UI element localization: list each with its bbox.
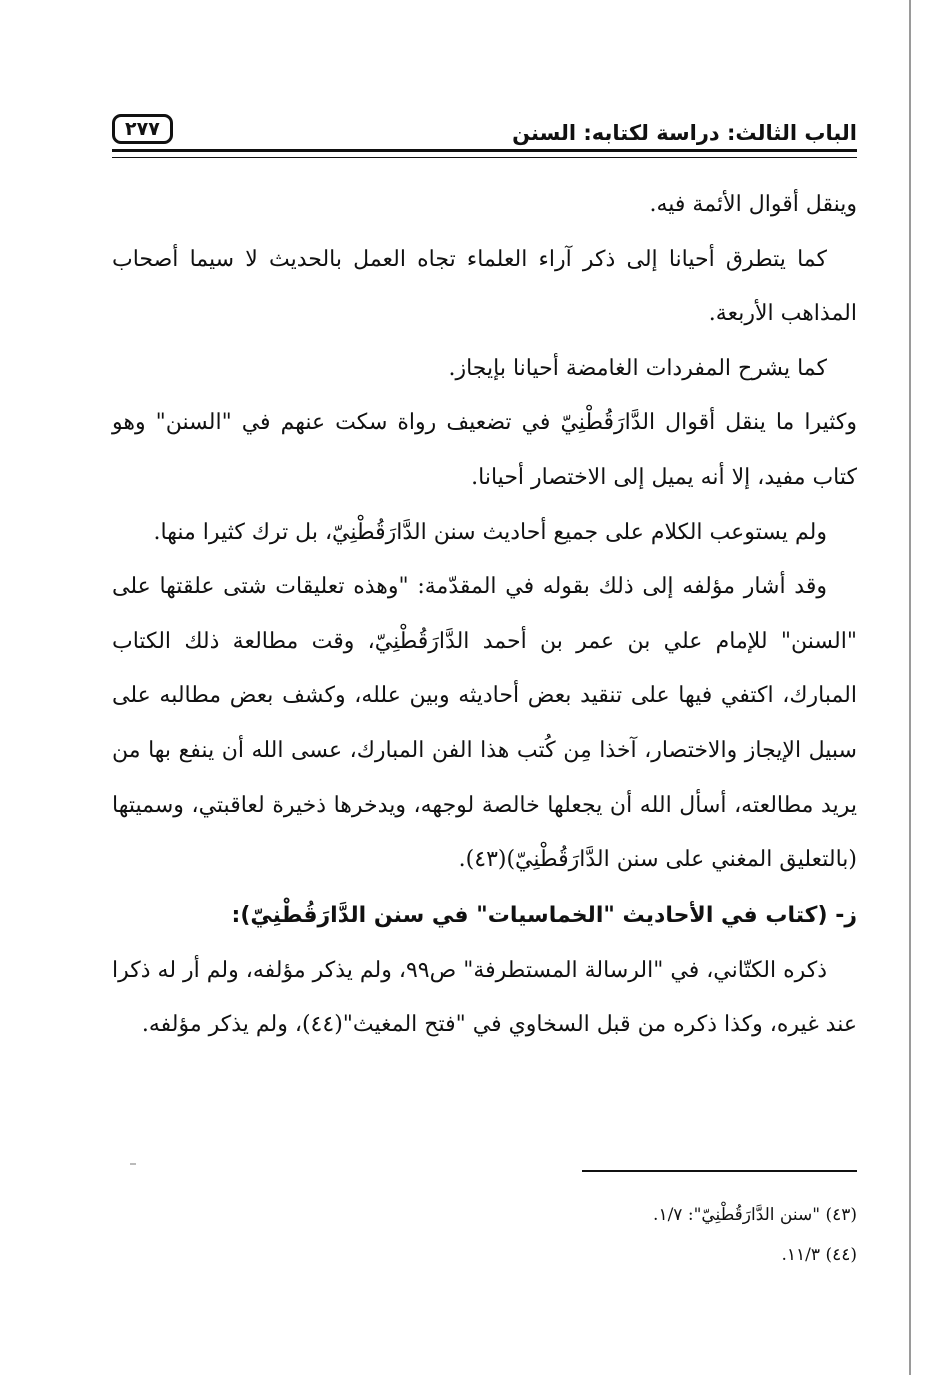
footnote-44: (٤٤) ١١/٣.: [781, 1245, 857, 1265]
main-text: [112, 178, 857, 1053]
chapter-title: الباب الثالث: دراسة لكتابه: السنن: [512, 121, 857, 145]
header-rule: [112, 149, 857, 158]
paragraph-4: وكثيرا ما ينقل أقوال الدَّارَقُطْنِيّ في تضعيف رواة سكت عنهم في "السنن" وهو كتاب مفيد، إلا أنه يميل إلى الاختصار أحيانا.: [112, 410, 857, 490]
paragraph-2: كما يتطرق أحيانا إلى ذكر آراء العلماء تجاه العمل بالحديث لا سيما أصحاب المذاهب الأربعة.: [112, 246, 857, 327]
page-number: ٢٧٧: [112, 114, 173, 144]
section-heading: ز- (كتاب في الأحاديث "الخماسيات" في سنن الدَّارَقُطْنِيّ):: [231, 902, 857, 928]
footnote-rule: [582, 1170, 857, 1172]
paragraph-1: وينقل أقوال الأئمة فيه.: [649, 192, 857, 217]
paragraph-3: كما يشرح المفردات الغامضة أحيانا بإيجاز.: [448, 355, 827, 381]
paragraph-5: ولم يستوعب الكلام على جميع أحاديث سنن الدَّارَقُطْنِيّ، بل ترك كثيرا منها.: [153, 519, 827, 545]
footnote-43: (٤٣) "سنن الدَّارَقُطْنِيّ": ١/٧.: [653, 1205, 857, 1225]
running-header: [112, 104, 857, 148]
section-paragraph: ذكره الكتّاني، في "الرسالة المستطرفة" ص٩٩، ولم يذكر مؤلفه، ولم أر له ذكرا عند غيره، وكذا ذكره من قبل السخاوي في "فتح المغيث"(٤٤)، ولم يذكر مؤلفه.: [112, 957, 857, 1038]
footnotes: [300, 1195, 857, 1275]
paragraph-6: وقد أشار مؤلفه إلى ذلك بقوله في المقدّمة: "وهذه تعليقات شتى علقتها على "السنن" للإمام علي بن عمر بن أحمد الدَّارَقُطْنِيّ، وقت مطالعة ذلك الكتاب المبارك، اكتفي فيها على تنقيد بعض أحاديثه وبين علله، وكشف بعض مطالبه على سبيل الإيجاز والاختصار، آخذا مِن كُتب هذا الفن المبارك، عسى الله أن ينفع بها من يريد مطالعته، أسأل الله أن يجعلها خالصة لوجهه، ويدخرها ذخيرة لعاقبتي، وسميتها (بالتعليق المغني على سنن الدَّارَقُطْنِيّ)(٤٣).: [112, 574, 857, 873]
